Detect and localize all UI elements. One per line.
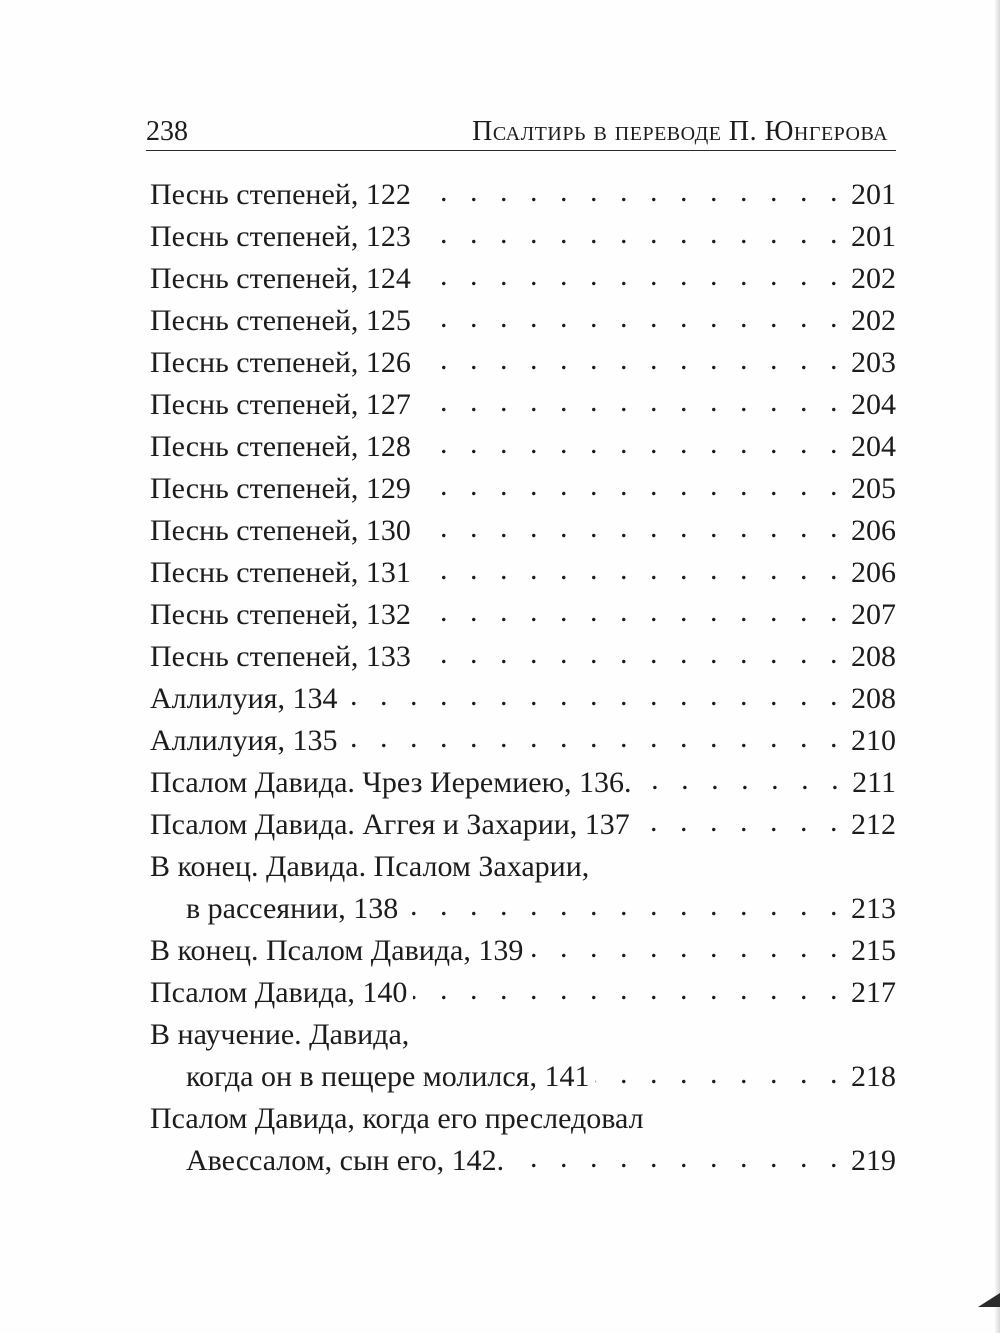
dot-leader: [417, 647, 845, 667]
toc-page-number: 204: [851, 430, 896, 463]
toc-entry: [146, 468, 896, 510]
toc-entry-title: когда он в пещере молился, 141: [186, 1060, 590, 1093]
toc-page-number: 202: [851, 262, 896, 295]
dot-leader: [417, 437, 845, 457]
toc-entry: [146, 510, 896, 552]
toc-entry: [146, 384, 896, 426]
toc-page-number: 208: [851, 682, 896, 715]
toc-entry-line: [146, 468, 896, 510]
toc-entry-title: Песнь степеней, 133: [150, 640, 411, 673]
toc-page-number: 207: [851, 598, 896, 631]
toc-entry: [146, 342, 896, 384]
toc-entry: [146, 972, 896, 1014]
dot-leader: [417, 479, 845, 499]
toc-entry-title: Песнь степеней, 123: [150, 220, 411, 253]
toc-page-number: 205: [851, 472, 896, 505]
toc-entry: [146, 678, 896, 720]
dot-leader: [417, 395, 845, 415]
toc-page-number: 213: [851, 892, 896, 925]
dot-leader: [413, 983, 845, 1003]
table-of-contents: [146, 174, 896, 1182]
toc-entry-line: [146, 384, 896, 426]
toc-entry-line: [146, 762, 896, 804]
toc-entry-title: Аллилуия, 135: [150, 724, 338, 757]
toc-entry: [146, 300, 896, 342]
dot-leader: [637, 773, 846, 793]
toc-entry: [146, 762, 896, 804]
toc-entry-line: [146, 342, 896, 384]
toc-page-number: 219: [851, 1144, 896, 1177]
toc-entry-title: Песнь степеней, 122: [150, 178, 411, 211]
toc-entry: [146, 174, 896, 216]
toc-entry: [146, 1098, 896, 1182]
toc-entry: [146, 258, 896, 300]
toc-entry: [146, 594, 896, 636]
running-title: Псалтирь в переводе П. Юнгерова: [472, 116, 888, 147]
toc-entry: [146, 426, 896, 468]
toc-page-number: 208: [851, 640, 896, 673]
dot-leader: [417, 227, 845, 247]
toc-entry-title: Авессалом, сын его, 142.: [186, 1144, 505, 1177]
toc-entry-title: Псалом Давида. Чрез Иеремиею, 136.: [150, 766, 632, 799]
toc-entry-title: В конец. Давида. Псалом Захарии,: [150, 850, 590, 883]
toc-entry-line: [146, 426, 896, 468]
toc-entry-title: Песнь степеней, 128: [150, 430, 411, 463]
dot-leader: [417, 311, 845, 331]
toc-page-number: 217: [851, 976, 896, 1009]
dot-leader: [595, 1067, 845, 1087]
toc-entry-title: В конец. Псалом Давида, 139: [150, 934, 524, 967]
dot-leader: [417, 185, 845, 205]
dot-leader: [417, 563, 845, 583]
toc-entry-line: [146, 594, 896, 636]
toc-entry-line: [146, 258, 896, 300]
toc-entry-line: [146, 804, 896, 846]
toc-entry-title: Псалом Давида, 140: [150, 976, 408, 1009]
toc-entry-line: [146, 1098, 896, 1140]
toc-page-number: 204: [851, 388, 896, 421]
dot-leader: [417, 521, 845, 541]
toc-page-number: 202: [851, 304, 896, 337]
dot-leader: [510, 1151, 845, 1171]
toc-page-number: 210: [851, 724, 896, 757]
toc-entry-line: [146, 1056, 896, 1098]
toc-page-number: 203: [851, 346, 896, 379]
toc-page-number: 201: [851, 178, 896, 211]
toc-entry-title: Песнь степеней, 129: [150, 472, 411, 505]
dot-leader: [636, 815, 845, 835]
page-edge-shadow: [994, 0, 1000, 1333]
toc-page-number: 206: [851, 514, 896, 547]
toc-entry: [146, 846, 896, 930]
toc-entry-line: [146, 510, 896, 552]
dot-leader: [344, 689, 846, 709]
dot-leader: [417, 605, 845, 625]
toc-entry-line: [146, 678, 896, 720]
toc-page-number: 215: [851, 934, 896, 967]
dot-leader: [417, 353, 845, 373]
toc-entry: [146, 930, 896, 972]
toc-entry-line: [146, 216, 896, 258]
toc-entry-line: [146, 300, 896, 342]
toc-entry-line: [146, 1014, 896, 1056]
toc-entry-title: Песнь степеней, 131: [150, 556, 411, 589]
toc-entry-title: Псалом Давида, когда его преследовал: [150, 1102, 644, 1135]
toc-entry: [146, 636, 896, 678]
toc-page-number: 201: [851, 220, 896, 253]
dot-leader: [344, 731, 846, 751]
toc-entry: [146, 720, 896, 762]
toc-entry-line: [146, 930, 896, 972]
toc-page-number: 218: [851, 1060, 896, 1093]
toc-entry-title: Песнь степеней, 124: [150, 262, 411, 295]
toc-entry-title: Песнь степеней, 127: [150, 388, 411, 421]
page-number: 238: [146, 116, 188, 147]
header-rule: [146, 150, 896, 151]
toc-entry-title: Аллилуия, 134: [150, 682, 338, 715]
toc-entry: [146, 216, 896, 258]
toc-entry-title: В научение. Давида,: [150, 1018, 410, 1051]
toc-entry-line: [146, 888, 896, 930]
toc-entry-line: [146, 972, 896, 1014]
toc-entry-line: [146, 846, 896, 888]
toc-entry-line: [146, 174, 896, 216]
dot-leader: [404, 899, 845, 919]
toc-entry: [146, 1014, 896, 1098]
toc-entry-title: Псалом Давида. Аггея и Захарии, 137: [150, 808, 630, 841]
dot-leader: [529, 941, 845, 961]
page-header: [146, 112, 894, 152]
toc-entry: [146, 552, 896, 594]
dot-leader: [417, 269, 845, 289]
toc-page-number: 206: [851, 556, 896, 589]
toc-page-number: 211: [852, 766, 896, 799]
toc-entry-title: Песнь степеней, 130: [150, 514, 411, 547]
toc-entry-title: в рассеянии, 138: [186, 892, 399, 925]
toc-entry-title: Песнь степеней, 132: [150, 598, 411, 631]
toc-page-number: 212: [851, 808, 896, 841]
toc-entry: [146, 804, 896, 846]
toc-entry-title: Песнь степеней, 126: [150, 346, 411, 379]
toc-entry-line: [146, 720, 896, 762]
toc-entry-line: [146, 636, 896, 678]
toc-entry-title: Песнь степеней, 125: [150, 304, 411, 337]
toc-entry-line: [146, 552, 896, 594]
toc-entry-line: [146, 1140, 896, 1182]
